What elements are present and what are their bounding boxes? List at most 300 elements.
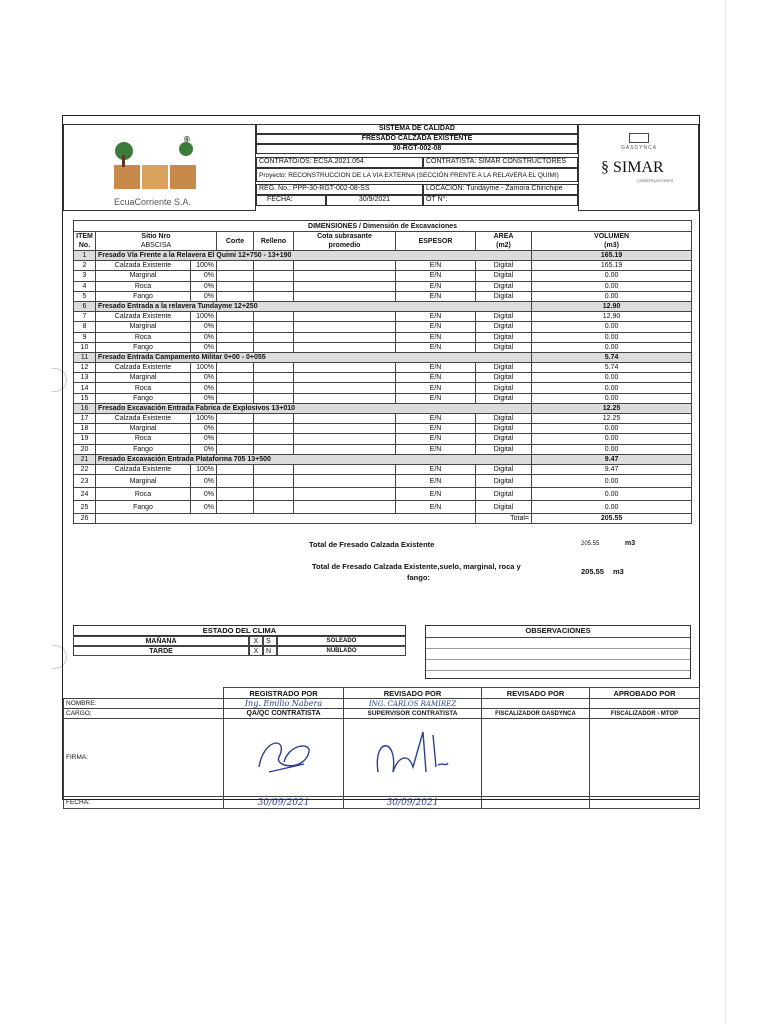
col-corte: Corte	[217, 232, 254, 251]
area-value: Digital	[476, 434, 532, 444]
material-percent: 0%	[191, 501, 217, 514]
col-item: ITEM No.	[74, 232, 96, 251]
espesor-value: E/N	[396, 281, 476, 291]
section-row	[74, 251, 692, 261]
area-value: Digital	[476, 271, 532, 281]
espesor-value: E/N	[396, 261, 476, 271]
clima-desc: NUBLADO	[277, 646, 406, 656]
area-value: Digital	[476, 373, 532, 383]
signature-icon	[368, 727, 458, 787]
area-value: Digital	[476, 322, 532, 332]
cargo-aprobado: FISCALIZADOR - MTOP	[590, 709, 700, 719]
item-number: 17	[74, 414, 96, 424]
material-percent: 0%	[191, 383, 217, 393]
col-espesor: ESPESOR	[396, 232, 476, 251]
relleno-cell	[254, 322, 294, 332]
material-name: Roca	[96, 281, 191, 291]
material-name: Fango	[96, 342, 191, 352]
item-number: 6	[74, 301, 96, 311]
volume-value: 0.00	[532, 322, 692, 332]
corte-cell	[217, 464, 254, 474]
area-value: Digital	[476, 291, 532, 301]
total-row	[74, 514, 692, 524]
volume-value: 5.74	[532, 352, 692, 362]
table-row	[74, 363, 692, 373]
clima-mark: X	[249, 646, 263, 656]
item-number: 7	[74, 312, 96, 322]
cota-cell	[294, 281, 396, 291]
clima-row	[73, 636, 406, 646]
espesor-value: E/N	[396, 332, 476, 342]
aprobado-header: APROBADO POR	[590, 688, 700, 699]
ot-field: OT N°:	[423, 195, 578, 206]
nombre-revisado: ING. CARLOS RAMIREZ	[344, 699, 482, 709]
cota-cell	[294, 424, 396, 434]
material-name: Calzada Existente	[96, 414, 191, 424]
partner-logos	[578, 124, 699, 211]
section-row	[74, 352, 692, 362]
espesor-value: E/N	[396, 322, 476, 332]
espesor-value: E/N	[396, 475, 476, 488]
area-value: Digital	[476, 281, 532, 291]
item-number: 12	[74, 363, 96, 373]
material-name: Marginal	[96, 322, 191, 332]
volume-value: 9.47	[532, 454, 692, 464]
corte-cell	[217, 424, 254, 434]
material-percent: 100%	[191, 414, 217, 424]
relleno-cell	[254, 393, 294, 403]
system-title: SISTEMA DE CALIDAD	[256, 124, 578, 134]
table-row	[74, 383, 692, 393]
section-title: Fresado Excavación Entrada Plataforma 705 13+500	[96, 454, 532, 464]
espesor-value: E/N	[396, 464, 476, 474]
relleno-cell	[254, 363, 294, 373]
cota-cell	[294, 312, 396, 322]
company-name: EcuaCorriente S.A.	[114, 197, 192, 207]
table-row	[74, 501, 692, 514]
cota-cell	[294, 261, 396, 271]
material-percent: 100%	[191, 464, 217, 474]
area-value: Digital	[476, 475, 532, 488]
cota-cell	[294, 342, 396, 352]
section-title: Fresado Entrada Campamento Militar 0+00 - 0+055	[96, 352, 532, 362]
corte-cell	[217, 261, 254, 271]
volume-value: 0.00	[532, 444, 692, 454]
espesor-value: E/N	[396, 488, 476, 501]
corte-cell	[217, 281, 254, 291]
item-number: 1	[74, 251, 96, 261]
volume-value: 0.00	[532, 342, 692, 352]
table-row	[74, 424, 692, 434]
cota-cell	[294, 434, 396, 444]
area-value: Digital	[476, 501, 532, 514]
relleno-cell	[254, 342, 294, 352]
corte-cell	[217, 291, 254, 301]
volume-value: 0.00	[532, 488, 692, 501]
volume-value: 0.00	[532, 424, 692, 434]
material-name: Fango	[96, 291, 191, 301]
clima-mark: X	[249, 636, 263, 646]
table-row	[74, 414, 692, 424]
company-logo-block	[63, 124, 256, 211]
simar-subtitle: CONSTRUCTORES	[637, 178, 674, 183]
corte-cell	[217, 312, 254, 322]
table-row	[74, 393, 692, 403]
total-label-2b: fango:	[407, 573, 430, 582]
nombre-revisado-2	[482, 699, 590, 709]
espesor-value: E/N	[396, 271, 476, 281]
corte-cell	[217, 383, 254, 393]
cota-cell	[294, 383, 396, 393]
volume-value: 5.74	[532, 363, 692, 373]
relleno-cell	[254, 434, 294, 444]
clima-period: TARDE	[73, 646, 249, 656]
cota-cell	[294, 373, 396, 383]
item-number: 10	[74, 342, 96, 352]
table-row	[74, 312, 692, 322]
simar-logo-icon: §	[601, 159, 609, 176]
fecha-value: 30/9/2021	[326, 195, 423, 206]
volume-value: 165.19	[532, 251, 692, 261]
relleno-cell	[254, 501, 294, 514]
volume-value: 0.00	[532, 475, 692, 488]
corte-cell	[217, 434, 254, 444]
cota-cell	[294, 322, 396, 332]
nombre-label: NOMBRE:	[64, 699, 224, 709]
material-name: Roca	[96, 488, 191, 501]
material-name: Calzada Existente	[96, 312, 191, 322]
area-value: Digital	[476, 261, 532, 271]
observaciones-title: OBSERVACIONES	[426, 626, 690, 638]
material-percent: 0%	[191, 444, 217, 454]
fecha-registrado: 30/09/2021	[224, 797, 344, 809]
volume-value: 0.00	[532, 434, 692, 444]
area-value: Digital	[476, 393, 532, 403]
area-value: Digital	[476, 424, 532, 434]
section-row	[74, 403, 692, 413]
relleno-cell	[254, 281, 294, 291]
espesor-value: E/N	[396, 393, 476, 403]
material-name: Calzada Existente	[96, 363, 191, 373]
item-number: 4	[74, 281, 96, 291]
item-number: 9	[74, 332, 96, 342]
area-value: Digital	[476, 444, 532, 454]
material-name: Roca	[96, 434, 191, 444]
volume-value: 165.19	[532, 261, 692, 271]
material-percent: 0%	[191, 291, 217, 301]
material-percent: 0%	[191, 332, 217, 342]
table-row	[74, 434, 692, 444]
cota-cell	[294, 488, 396, 501]
material-percent: 0%	[191, 393, 217, 403]
cota-cell	[294, 414, 396, 424]
total-value-1: 205.55	[581, 541, 600, 547]
col-cota: Cota subrasante promedio	[294, 232, 396, 251]
col-area: AREA (m2)	[476, 232, 532, 251]
corte-cell	[217, 414, 254, 424]
relleno-cell	[254, 291, 294, 301]
espesor-value: E/N	[396, 363, 476, 373]
volume-value: 0.00	[532, 383, 692, 393]
material-percent: 100%	[191, 312, 217, 322]
espesor-value: E/N	[396, 312, 476, 322]
total-unit-1: m3	[625, 540, 636, 547]
corte-cell	[217, 373, 254, 383]
item-number: 21	[74, 454, 96, 464]
cota-cell	[294, 291, 396, 301]
quality-form-sheet	[62, 115, 700, 808]
observaciones-line	[426, 660, 690, 671]
observaciones-line	[426, 649, 690, 660]
volume-value: 12.90	[532, 301, 692, 311]
fecha-sig-label: FECHA:	[64, 797, 224, 809]
dimensions-table	[73, 220, 692, 524]
corte-cell	[217, 444, 254, 454]
volume-value: 12.25	[532, 414, 692, 424]
scan-edge	[725, 0, 726, 1024]
cargo-revisado: SUPERVISOR CONTRATISTA	[344, 709, 482, 719]
relleno-cell	[254, 261, 294, 271]
material-name: Marginal	[96, 271, 191, 281]
item-number: 26	[74, 514, 96, 524]
nombre-registrado: Ing. Emilio Nabera	[224, 699, 344, 709]
cota-cell	[294, 464, 396, 474]
area-value: Digital	[476, 464, 532, 474]
item-number: 3	[74, 271, 96, 281]
area-value: Digital	[476, 363, 532, 373]
table-row	[74, 261, 692, 271]
material-name: Calzada Existente	[96, 464, 191, 474]
item-number: 2	[74, 261, 96, 271]
col-relleno: Relleno	[254, 232, 294, 251]
firma-aprobado	[590, 719, 700, 797]
corte-cell	[217, 342, 254, 352]
corte-cell	[217, 501, 254, 514]
corte-cell	[217, 363, 254, 373]
relleno-cell	[254, 475, 294, 488]
registered-mark: ®	[184, 135, 190, 144]
area-value: Digital	[476, 312, 532, 322]
fecha-revisado-2	[482, 797, 590, 809]
clima-period: MAÑANA	[73, 636, 249, 646]
section-title: Fresado Vía Frente a la Relavera El Quimi 12+750 - 13+190	[96, 251, 532, 261]
registrado-header: REGISTRADO POR	[224, 688, 344, 699]
volume-value: 0.00	[532, 393, 692, 403]
section-title: Fresado Excavación Entrada Fabrica de Explosivos 13+010	[96, 403, 532, 413]
col-sitio: Sitio Nro ABSCISA	[96, 232, 217, 251]
section-title: Fresado Entrada a la relavera Tundayme 12+250	[96, 301, 532, 311]
table-row	[74, 281, 692, 291]
relleno-cell	[254, 373, 294, 383]
relleno-cell	[254, 444, 294, 454]
locacion-field: LOCACIÓN: Tundayme - Zamora Chinchipe	[423, 184, 578, 195]
item-number: 13	[74, 373, 96, 383]
volume-value: 9.47	[532, 464, 692, 474]
material-name: Fango	[96, 393, 191, 403]
material-name: Marginal	[96, 373, 191, 383]
cota-cell	[294, 444, 396, 454]
material-percent: 0%	[191, 373, 217, 383]
cargo-registrado: QA/QC CONTRATISTA	[224, 709, 344, 719]
clima-table	[73, 636, 406, 656]
total-label: Total=	[476, 514, 532, 524]
table-row	[74, 488, 692, 501]
espesor-value: E/N	[396, 424, 476, 434]
material-percent: 0%	[191, 271, 217, 281]
material-name: Marginal	[96, 475, 191, 488]
cargo-label: CARGO:	[64, 709, 224, 719]
item-number: 8	[74, 322, 96, 332]
material-name: Calzada Existente	[96, 261, 191, 271]
total-value-2: 205.55	[581, 567, 604, 576]
item-number: 20	[74, 444, 96, 454]
material-name: Marginal	[96, 424, 191, 434]
table-row	[74, 322, 692, 332]
material-name: Roca	[96, 332, 191, 342]
volume-value: 0.00	[532, 373, 692, 383]
espesor-value: E/N	[396, 373, 476, 383]
item-number: 15	[74, 393, 96, 403]
item-number: 24	[74, 488, 96, 501]
volume-value: 0.00	[532, 291, 692, 301]
cota-cell	[294, 393, 396, 403]
material-percent: 0%	[191, 475, 217, 488]
material-name: Fango	[96, 444, 191, 454]
contrato-field: CONTRATO/OS: ECSA.2021.054	[256, 157, 423, 168]
simar-logo: § SIMAR	[601, 159, 664, 176]
corte-cell	[217, 332, 254, 342]
area-value: Digital	[476, 332, 532, 342]
espesor-value: E/N	[396, 434, 476, 444]
relleno-cell	[254, 383, 294, 393]
area-value: Digital	[476, 342, 532, 352]
material-percent: 0%	[191, 424, 217, 434]
contratista-field: CONTRATISTA: SIMAR CONSTRUCTORES	[423, 157, 578, 168]
fecha-revisado: 30/09/2021	[344, 797, 482, 809]
area-value: Digital	[476, 488, 532, 501]
fecha-label: FECHA:	[256, 195, 326, 206]
corte-cell	[217, 271, 254, 281]
item-number: 18	[74, 424, 96, 434]
table-row	[74, 291, 692, 301]
gasdynca-logo: GASDYNCA	[579, 133, 699, 151]
firma-label: FIRMA:	[64, 719, 224, 797]
item-number: 11	[74, 352, 96, 362]
material-percent: 0%	[191, 434, 217, 444]
table-row	[74, 464, 692, 474]
table-row	[74, 332, 692, 342]
material-percent: 100%	[191, 261, 217, 271]
signatures-table	[63, 687, 700, 809]
total-label-2a: Total de Fresado Calzada Existente,suelo, marginal, roca y	[312, 562, 521, 571]
relleno-cell	[254, 488, 294, 501]
cota-cell	[294, 501, 396, 514]
area-value: Digital	[476, 414, 532, 424]
table-row	[74, 475, 692, 488]
clima-code: S	[263, 636, 277, 646]
cota-cell	[294, 475, 396, 488]
gasdynca-logo-icon	[629, 133, 649, 143]
espesor-value: E/N	[396, 414, 476, 424]
volume-value: 12.25	[532, 403, 692, 413]
cota-cell	[294, 332, 396, 342]
firma-revisado	[344, 719, 482, 797]
cargo-revisado-2: FISCALIZADOR GASDYNCA	[482, 709, 590, 719]
nombre-aprobado	[590, 699, 700, 709]
espesor-value: E/N	[396, 383, 476, 393]
table-row	[74, 373, 692, 383]
company-logo-icon	[104, 135, 214, 195]
item-number: 5	[74, 291, 96, 301]
item-number: 22	[74, 464, 96, 474]
espesor-value: E/N	[396, 342, 476, 352]
material-name: Roca	[96, 383, 191, 393]
corte-cell	[217, 393, 254, 403]
clima-code: N	[263, 646, 277, 656]
clima-row	[73, 646, 406, 656]
fecha-aprobado	[590, 797, 700, 809]
material-name: Fango	[96, 501, 191, 514]
proyecto-field: Proyecto: RECONSTRUCCION DE LA VIA EXTERNA (SECCIÓN FRENTE A LA RELAVERA EL QUIMI)	[256, 168, 578, 182]
revisado-header-2: REVISADO POR	[482, 688, 590, 699]
item-number: 16	[74, 403, 96, 413]
corte-cell	[217, 322, 254, 332]
col-volumen: VOLUMEN (m3)	[532, 232, 692, 251]
material-percent: 0%	[191, 342, 217, 352]
corte-cell	[217, 488, 254, 501]
material-percent: 0%	[191, 488, 217, 501]
relleno-cell	[254, 424, 294, 434]
group-header: DIMENSIONES / Dimensión de Excavaciones	[74, 221, 692, 232]
item-number: 19	[74, 434, 96, 444]
relleno-cell	[254, 312, 294, 322]
form-code: 30-RGT-002-08	[256, 144, 578, 154]
observaciones-line	[426, 638, 690, 649]
form-title: FRESADO CALZADA EXISTENTE	[256, 134, 578, 144]
reg-no-field: REG. No.: PPP-30-RGT-002-08-SS	[256, 184, 423, 195]
material-percent: 0%	[191, 322, 217, 332]
table-row	[74, 271, 692, 281]
area-value: Digital	[476, 383, 532, 393]
firma-revisado-2	[482, 719, 590, 797]
total-volume: 205.55	[532, 514, 692, 524]
blank-cell	[96, 514, 476, 524]
corte-cell	[217, 475, 254, 488]
volume-value: 0.00	[532, 271, 692, 281]
material-percent: 0%	[191, 281, 217, 291]
espesor-value: E/N	[396, 291, 476, 301]
volume-value: 0.00	[532, 501, 692, 514]
section-row	[74, 301, 692, 311]
table-row	[74, 444, 692, 454]
espesor-value: E/N	[396, 444, 476, 454]
relleno-cell	[254, 271, 294, 281]
revisado-header: REVISADO POR	[344, 688, 482, 699]
firma-registrado	[224, 719, 344, 797]
signature-icon	[249, 732, 319, 782]
item-number: 23	[74, 475, 96, 488]
cota-cell	[294, 271, 396, 281]
relleno-cell	[254, 414, 294, 424]
item-number: 25	[74, 501, 96, 514]
volume-value: 0.00	[532, 332, 692, 342]
clima-title: ESTADO DEL CLIMA	[73, 625, 406, 636]
item-number: 14	[74, 383, 96, 393]
volume-value: 0.00	[532, 281, 692, 291]
volume-value: 12.90	[532, 312, 692, 322]
section-row	[74, 454, 692, 464]
relleno-cell	[254, 464, 294, 474]
